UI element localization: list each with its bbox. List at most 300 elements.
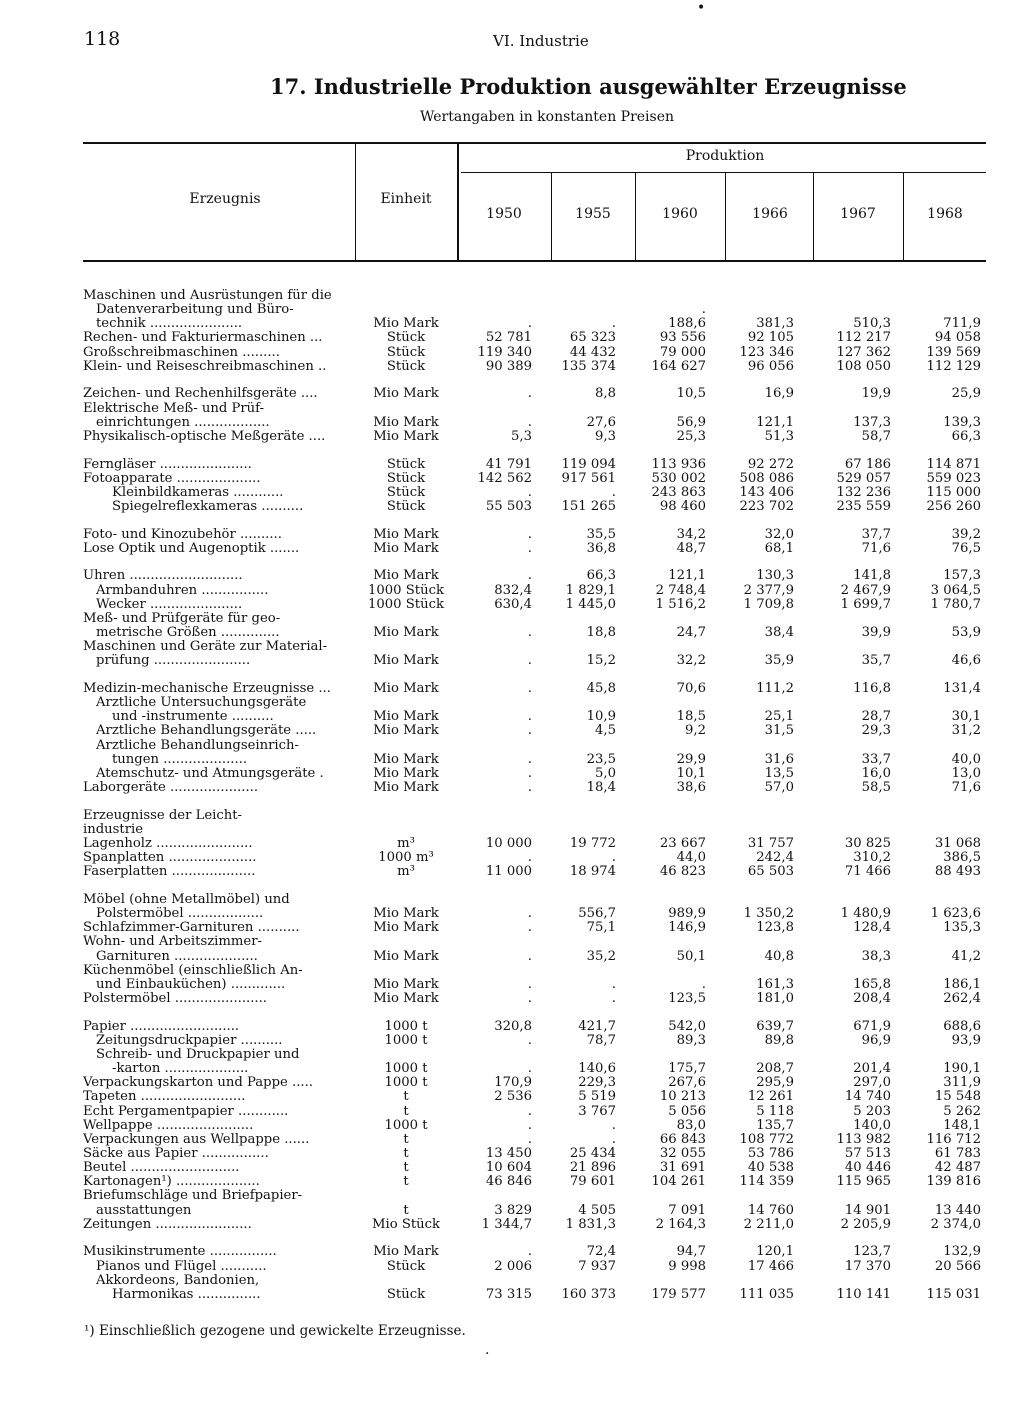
value-cell-1966: 17 466: [747, 1258, 794, 1274]
value-cell-1966: 295,9: [756, 1075, 794, 1091]
row-unit: Mio Mark: [373, 780, 439, 795]
table-row: [0, 458, 1024, 472]
table-row: [0, 1076, 1024, 1090]
value-cell-1950: .: [527, 990, 532, 1006]
value-cell-1960: 9,2: [685, 723, 706, 739]
row-unit: Mio Mark: [373, 568, 439, 584]
value-cell-1968: 76,5: [951, 540, 981, 556]
row-unit: Mio Mark: [373, 316, 439, 332]
value-cell-1960: 542,0: [668, 1018, 706, 1034]
table-row: [0, 682, 1024, 696]
value-cell-1968: 132,9: [943, 1244, 981, 1260]
value-cell-1955: 44 432: [569, 344, 616, 360]
value-cell-1966: 223 702: [739, 498, 794, 514]
value-cell-1960: 24,7: [676, 625, 706, 640]
value-cell-1967: 39,9: [861, 625, 891, 640]
value-cell-1960: 2 164,3: [655, 1216, 706, 1232]
table-row: [0, 781, 1024, 795]
row-label: Uhren ...........................: [83, 569, 243, 584]
value-cell-1967: 58,7: [861, 428, 891, 444]
value-cell-1955: 229,3: [578, 1075, 616, 1091]
footnote: ¹) Einschließlich gezogene und gewickelte Erzeugnisse.: [84, 1323, 466, 1339]
table-row: [0, 893, 1024, 907]
value-cell-1950: .: [527, 1244, 532, 1260]
table-row: [0, 500, 1024, 514]
value-cell-1967: 110 141: [836, 1286, 891, 1302]
value-cell-1967: 510,3: [853, 316, 891, 332]
row-label: und Einbauküchen) .............: [96, 977, 286, 992]
value-cell-1950: 2 536: [494, 1089, 532, 1105]
value-cell-1967: 2 467,9: [840, 582, 891, 598]
table-row: [0, 1245, 1024, 1259]
row-unit: t: [403, 1202, 409, 1218]
value-cell-1960: 48,7: [676, 540, 706, 556]
value-cell-1966: 68,1: [764, 540, 794, 556]
year-header-1967: 1967: [840, 206, 876, 222]
table-row: [0, 486, 1024, 500]
table-row: [0, 598, 1024, 612]
row-label: Echt Pergamentpapier ............: [83, 1104, 289, 1119]
value-cell-1950: .: [527, 526, 532, 542]
value-cell-1955: 1 829,1: [565, 582, 616, 598]
table-row: [0, 921, 1024, 935]
value-cell-1950: 52 781: [485, 330, 532, 346]
value-cell-1966: 40 538: [747, 1160, 794, 1176]
value-cell-1966: 57,0: [764, 780, 794, 795]
row-unit: Stück: [386, 498, 426, 514]
value-cell-1968: 148,1: [943, 1117, 981, 1133]
value-cell-1966: 508 086: [739, 470, 794, 486]
table-row: [0, 992, 1024, 1006]
value-cell-1968: 256 260: [926, 498, 981, 514]
value-cell-1967: 58,5: [861, 780, 891, 795]
value-cell-1950: 119 340: [477, 344, 532, 360]
value-cell-1955: 25 434: [569, 1145, 616, 1161]
row-unit: t: [403, 1103, 409, 1119]
table-row: [0, 739, 1024, 753]
row-label: Harmonikas ...............: [112, 1287, 261, 1302]
value-cell-1966: 1 709,8: [743, 596, 794, 612]
value-cell-1968: 31,2: [951, 723, 981, 739]
value-cell-1966: 38,4: [764, 625, 794, 640]
value-cell-1967: 35,7: [861, 653, 891, 669]
row-label: Rechen- und Fakturiermaschinen ...: [83, 331, 323, 346]
table-row: [0, 289, 1024, 303]
row-unit: Mio Mark: [373, 709, 439, 725]
row-label: Verpackungen aus Wellpappe ......: [83, 1132, 310, 1147]
value-cell-1967: 123,7: [853, 1244, 891, 1260]
value-cell-1968: 190,1: [943, 1061, 981, 1076]
value-cell-1955: 151 265: [561, 498, 616, 514]
value-cell-1966: 31,5: [764, 723, 794, 739]
value-cell-1967: 208,4: [853, 990, 891, 1006]
row-unit: Mio Mark: [373, 920, 439, 936]
table-row: [0, 626, 1024, 640]
row-label: Spiegelreflexkameras ..........: [112, 499, 304, 514]
row-label: Faserplatten ....................: [83, 865, 256, 880]
value-cell-1967: 201,4: [853, 1061, 891, 1076]
value-cell-1966: 92 105: [747, 330, 794, 346]
row-unit: 1000 t: [384, 1061, 428, 1076]
value-cell-1966: 135,7: [756, 1117, 794, 1133]
value-cell-1950: .: [527, 920, 532, 936]
value-cell-1968: 61 783: [934, 1145, 981, 1161]
value-cell-1968: 41,2: [951, 948, 981, 964]
table-row: [0, 1189, 1024, 1203]
row-unit: 1000 t: [384, 1018, 428, 1034]
value-cell-1955: 72,4: [586, 1244, 616, 1260]
table-row: [0, 1020, 1024, 1034]
value-cell-1968: 31 068: [934, 835, 981, 851]
value-cell-1955: 5,0: [595, 765, 616, 781]
row-label: einrichtungen ..................: [96, 415, 270, 430]
value-cell-1955: 8,8: [595, 386, 616, 402]
row-label: metrische Größen ..............: [96, 626, 280, 640]
value-cell-1967: 1 480,9: [840, 906, 891, 921]
row-label: Briefumschläge und Briefpapier-: [83, 1189, 303, 1204]
value-cell-1968: 1 623,6: [930, 906, 981, 921]
value-cell-1968: 116 712: [926, 1131, 981, 1147]
value-cell-1950: .: [527, 751, 532, 767]
value-cell-1968: 115 031: [926, 1286, 981, 1302]
value-cell-1950: 73 315: [485, 1286, 532, 1302]
row-unit: t: [403, 1131, 409, 1147]
value-cell-1967: 14 740: [844, 1089, 891, 1105]
row-label: Tapeten .........................: [83, 1090, 246, 1105]
value-cell-1968: 13 440: [934, 1202, 981, 1218]
value-cell-1950: .: [527, 1103, 532, 1119]
value-cell-1967: 28,7: [861, 709, 891, 725]
value-cell-1967: 1 699,7: [840, 596, 891, 612]
table-row: [0, 809, 1024, 823]
value-cell-1960: 104 261: [651, 1174, 706, 1190]
table-row: [0, 402, 1024, 416]
value-cell-1955: 78,7: [586, 1032, 616, 1048]
row-label: Musikinstrumente ................: [83, 1245, 277, 1260]
value-cell-1960: 29,9: [676, 751, 706, 767]
value-cell-1950: .: [527, 1117, 532, 1133]
table-row: [0, 1175, 1024, 1189]
row-label: Laborgeräte .....................: [83, 781, 259, 795]
value-cell-1950: 90 389: [485, 358, 532, 374]
value-cell-1955: 9,3: [595, 428, 616, 444]
value-cell-1960: 98 460: [659, 498, 706, 514]
value-cell-1967: 108 050: [836, 358, 891, 374]
table-row: [0, 654, 1024, 668]
value-cell-1967: 112 217: [836, 330, 891, 346]
value-cell-1967: 297,0: [853, 1075, 891, 1091]
row-unit: Mio Mark: [373, 765, 439, 781]
value-cell-1967: 14 901: [844, 1202, 891, 1218]
row-unit: 1000 m³: [378, 850, 434, 866]
value-cell-1955: 119 094: [561, 456, 616, 472]
value-cell-1968: 13,0: [951, 765, 981, 781]
value-cell-1950: .: [527, 386, 532, 402]
value-cell-1967: 165,8: [853, 976, 891, 992]
value-cell-1950: 55 503: [485, 498, 532, 514]
table-row: [0, 851, 1024, 865]
row-label: Physikalisch-optische Meßgeräte ....: [83, 429, 326, 444]
value-cell-1955: 135 374: [561, 358, 616, 374]
value-cell-1968: 71,6: [951, 780, 981, 795]
value-cell-1966: 92 272: [747, 456, 794, 472]
table-subtitle: Wertangaben in konstanten Preisen: [420, 109, 675, 125]
value-cell-1967: 57 513: [844, 1145, 891, 1161]
value-cell-1968: 42 487: [934, 1160, 981, 1176]
value-cell-1950: 142 562: [477, 470, 532, 486]
value-cell-1966: 143 406: [739, 484, 794, 500]
row-unit: Stück: [386, 456, 426, 472]
value-cell-1960: 31 691: [659, 1160, 706, 1176]
value-cell-1955: 15,2: [586, 653, 616, 669]
row-unit: t: [403, 1160, 409, 1176]
table-row: [0, 935, 1024, 949]
value-cell-1968: 53,9: [951, 625, 981, 640]
value-cell-1950: .: [527, 850, 532, 866]
row-label: Zeitungsdruckpapier ..........: [96, 1033, 283, 1048]
row-label: Wellpappe .......................: [83, 1118, 254, 1133]
value-cell-1950: .: [527, 723, 532, 739]
value-cell-1968: 157,3: [943, 568, 981, 584]
value-cell-1955: 35,5: [586, 526, 616, 542]
value-cell-1950: 320,8: [494, 1018, 532, 1034]
table-row: [0, 767, 1024, 781]
value-cell-1968: 262,4: [943, 990, 981, 1006]
value-cell-1950: 832,4: [494, 582, 532, 598]
value-cell-1950: 630,4: [494, 596, 532, 612]
row-unit: Mio Mark: [373, 1244, 439, 1260]
value-cell-1955: .: [611, 1131, 616, 1147]
row-unit: Mio Stück: [371, 1216, 441, 1232]
value-cell-1966: 1 350,2: [743, 906, 794, 921]
table-row: [0, 569, 1024, 583]
value-cell-1955: 1 831,3: [565, 1216, 616, 1232]
value-cell-1960: 32,2: [676, 653, 706, 669]
value-cell-1955: 35,2: [586, 948, 616, 964]
year-header-1966: 1966: [752, 206, 788, 222]
table-row: [0, 1161, 1024, 1175]
value-cell-1967: 132 236: [836, 484, 891, 500]
value-cell-1960: 267,6: [668, 1075, 706, 1091]
value-cell-1950: 46 846: [485, 1174, 532, 1190]
row-label: Meß- und Prüfgeräte für geo-: [83, 611, 281, 626]
year-header-1960: 1960: [662, 206, 698, 222]
page-number: 118: [84, 28, 121, 50]
value-cell-1966: 111 035: [739, 1286, 794, 1302]
value-cell-1960: 164 627: [651, 358, 706, 374]
value-cell-1950: 13 450: [485, 1145, 532, 1161]
value-cell-1955: 18 974: [569, 864, 616, 880]
row-unit: Mio Mark: [373, 990, 439, 1006]
value-cell-1950: 41 791: [485, 456, 532, 472]
table-row: [0, 1119, 1024, 1133]
value-cell-1950: .: [527, 906, 532, 921]
value-cell-1950: .: [527, 540, 532, 556]
value-cell-1960: 23 667: [659, 835, 706, 851]
value-cell-1960: 123,5: [668, 990, 706, 1006]
value-cell-1950: .: [527, 568, 532, 584]
value-cell-1955: 140,6: [578, 1061, 616, 1076]
value-cell-1955: 3 767: [578, 1103, 616, 1119]
value-cell-1960: 989,9: [668, 906, 706, 921]
row-unit: Stück: [386, 358, 426, 374]
value-cell-1950: .: [527, 625, 532, 640]
column-header-product: Erzeugnis: [189, 191, 261, 207]
table-row: [0, 1274, 1024, 1288]
value-cell-1955: 75,1: [586, 920, 616, 936]
row-label: Polstermöbel ......................: [83, 991, 267, 1006]
value-cell-1967: 19,9: [861, 386, 891, 402]
value-cell-1955: .: [611, 1117, 616, 1133]
value-cell-1966: 31 757: [747, 835, 794, 851]
row-label: Großschreibmaschinen .........: [83, 345, 280, 360]
value-cell-1960: 146,9: [668, 920, 706, 936]
value-cell-1960: 25,3: [676, 428, 706, 444]
row-label: ausstattungen: [96, 1203, 192, 1218]
value-cell-1968: 186,1: [943, 976, 981, 992]
table-title: 17. Industrielle Produktion ausgewählter Erzeugnisse: [270, 74, 907, 99]
value-cell-1966: 65 503: [747, 864, 794, 880]
value-cell-1955: 160 373: [561, 1286, 616, 1302]
value-cell-1960: 94,7: [676, 1244, 706, 1260]
value-cell-1955: .: [611, 990, 616, 1006]
value-cell-1967: 671,9: [853, 1018, 891, 1034]
row-unit: t: [403, 1089, 409, 1105]
value-cell-1968: 139 816: [926, 1174, 981, 1190]
value-cell-1967: 310,2: [853, 850, 891, 866]
row-unit: 1000 Stück: [368, 596, 444, 612]
row-unit: Stück: [386, 344, 426, 360]
value-cell-1968: 2 374,0: [930, 1216, 981, 1232]
value-cell-1966: 381,3: [756, 316, 794, 332]
column-header-production: Produktion: [685, 148, 765, 164]
value-cell-1960: 2 748,4: [655, 582, 706, 598]
value-cell-1966: 53 786: [747, 1145, 794, 1161]
value-cell-1955: .: [611, 850, 616, 866]
value-cell-1966: 25,1: [764, 709, 794, 725]
table-row: [0, 1090, 1024, 1104]
row-unit: 1000 t: [384, 1117, 428, 1133]
value-cell-1966: 123 346: [739, 344, 794, 360]
value-cell-1968: 93,9: [951, 1032, 981, 1048]
value-cell-1968: 559 023: [926, 470, 981, 486]
value-cell-1955: 4 505: [578, 1202, 616, 1218]
value-cell-1968: 1 780,7: [930, 596, 981, 612]
value-cell-1955: 45,8: [586, 680, 616, 696]
row-label: prüfung .......................: [96, 654, 251, 669]
table-row: [0, 1260, 1024, 1274]
value-cell-1955: 421,7: [578, 1018, 616, 1034]
year-header-1968: 1968: [927, 206, 963, 222]
table-row: [0, 387, 1024, 401]
value-cell-1955: 18,4: [586, 780, 616, 795]
value-cell-1966: 108 772: [739, 1131, 794, 1147]
row-label: Ärztliche Untersuchungsgeräte: [96, 696, 307, 711]
value-cell-1950: .: [527, 484, 532, 500]
value-cell-1960: .: [701, 302, 706, 318]
value-cell-1960: 56,9: [676, 414, 706, 430]
value-cell-1966: 114 359: [739, 1174, 794, 1190]
value-cell-1950: 1 344,7: [481, 1216, 532, 1232]
value-cell-1955: 5 519: [578, 1089, 616, 1105]
value-cell-1967: 37,7: [861, 526, 891, 542]
row-unit: Mio Mark: [373, 723, 439, 739]
table-row: [0, 1105, 1024, 1119]
value-cell-1966: 5 118: [756, 1103, 794, 1119]
row-label: Pianos und Flügel ...........: [96, 1259, 267, 1274]
table-row: [0, 1133, 1024, 1147]
row-unit: Stück: [386, 1286, 426, 1302]
value-cell-1955: 10,9: [586, 709, 616, 725]
value-cell-1955: 65 323: [569, 330, 616, 346]
value-cell-1966: 31,6: [764, 751, 794, 767]
value-cell-1955: .: [611, 484, 616, 500]
row-label: Klein- und Reiseschreibmaschinen ..: [83, 359, 327, 374]
row-label: Möbel (ohne Metallmöbel) und: [83, 892, 290, 907]
value-cell-1966: 242,4: [756, 850, 794, 866]
value-cell-1950: 170,9: [494, 1075, 532, 1091]
row-label: -karton ....................: [112, 1062, 249, 1076]
row-label: Polstermöbel ..................: [96, 907, 264, 921]
row-label: Lagenholz .......................: [83, 836, 253, 851]
value-cell-1950: 3 829: [494, 1202, 532, 1218]
row-label: Ärztliche Behandlungseinrich-: [96, 738, 299, 753]
value-cell-1966: 639,7: [756, 1018, 794, 1034]
row-label: Fotoapparate ....................: [83, 471, 261, 486]
row-label: Wecker ......................: [96, 597, 243, 612]
table-row: [0, 584, 1024, 598]
value-cell-1968: 88 493: [934, 864, 981, 880]
value-cell-1966: 2 211,0: [743, 1216, 794, 1232]
value-cell-1950: .: [527, 948, 532, 964]
row-unit: Stück: [386, 1258, 426, 1274]
value-cell-1967: 67 186: [844, 456, 891, 472]
value-cell-1967: 96,9: [861, 1032, 891, 1048]
value-cell-1950: 2 006: [494, 1258, 532, 1274]
row-unit: Mio Mark: [373, 653, 439, 669]
row-label: Verpackungskarton und Pappe .....: [83, 1076, 313, 1091]
row-label: Zeitungen .......................: [83, 1217, 252, 1232]
value-cell-1950: .: [527, 1061, 532, 1076]
value-cell-1968: 94 058: [934, 330, 981, 346]
value-cell-1967: 40 446: [844, 1160, 891, 1176]
value-cell-1968: 66,3: [951, 428, 981, 444]
row-unit: t: [403, 1145, 409, 1161]
table-row: [0, 317, 1024, 331]
value-cell-1967: 16,0: [861, 765, 891, 781]
value-cell-1960: 66 843: [659, 1131, 706, 1147]
value-cell-1968: 112 129: [926, 358, 981, 374]
table-row: [0, 472, 1024, 486]
row-label: Wohn- und Arbeitszimmer-: [83, 935, 262, 950]
value-cell-1968: 139,3: [943, 414, 981, 430]
value-cell-1967: 33,7: [861, 751, 891, 767]
value-cell-1968: 115 000: [926, 484, 981, 500]
row-label: Datenverarbeitung und Büro-: [96, 303, 294, 318]
value-cell-1966: 16,9: [764, 386, 794, 402]
value-cell-1955: 21 896: [569, 1160, 616, 1176]
value-cell-1955: .: [611, 976, 616, 992]
table-row: [0, 1048, 1024, 1062]
value-cell-1968: 386,5: [943, 850, 981, 866]
print-speck: ·: [485, 1346, 490, 1362]
row-label: technik ......................: [96, 317, 243, 332]
row-unit: Stück: [386, 470, 426, 486]
value-cell-1967: 140,0: [853, 1117, 891, 1133]
value-cell-1968: 30,1: [951, 709, 981, 725]
year-header-1955: 1955: [575, 206, 611, 222]
table-row: [0, 753, 1024, 767]
